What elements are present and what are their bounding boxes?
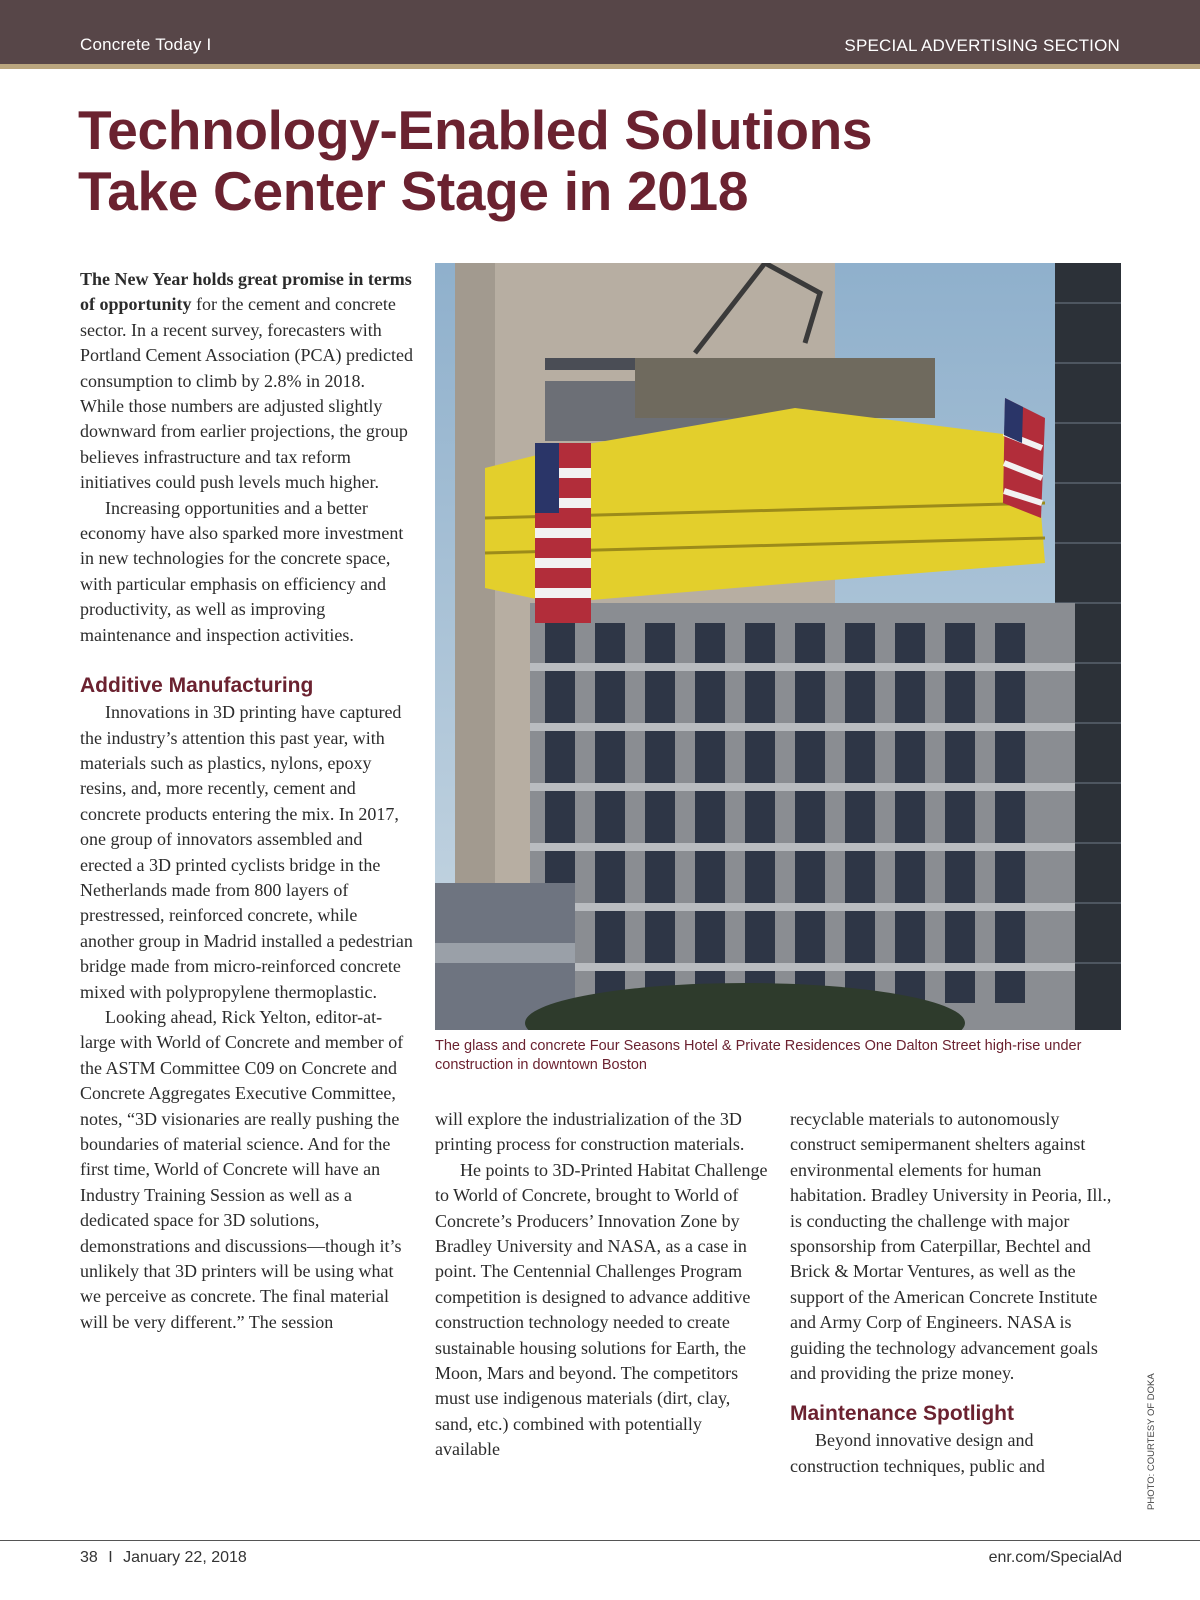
- paragraph: Increasing opportunities and a better economy have also sparked more investment in new technologies for the concrete space, with particular emphasis on efficiency and productivity, as well as improving maintenance and inspection activities.: [80, 497, 404, 645]
- section-label: SPECIAL ADVERTISING SECTION: [844, 36, 1120, 55]
- title-line-2: Take Center Stage in 2018: [78, 160, 749, 222]
- footer-folio: [80, 1549, 247, 1567]
- building-photo: [435, 263, 1121, 1030]
- photo-caption: The glass and concrete Four Seasons Hotel & Private Residences One Dalton Street high-rise under construction in downtown Boston: [435, 1038, 1082, 1073]
- article-column-2: [435, 1107, 770, 1463]
- subheading-maintenance-spotlight: Maintenance Spotlight: [790, 1402, 1015, 1426]
- paragraph: Beyond innovative design and construction techniques, public and: [790, 1430, 1045, 1476]
- paragraph: Innovations in 3D printing have captured the industry’s attention this past year, with materials such as plastics, nylons, epoxy resins, and, more recently, cement and concrete products entering the mix. In 2017, one group of innovators assembled and erected a 3D printed cyclists bridge in the Netherlands made from 800 layers of prestressed, reinforced concrete, while another group in Madrid installed a pedestrian bridge made from micro-reinforced concrete mixed with polypropylene thermoplastic.: [80, 702, 413, 1002]
- article-column-3: [790, 1107, 1120, 1479]
- page-number: 38: [80, 1549, 98, 1566]
- lead-bold-text: The New Year holds great promise in terms of opportunity: [80, 269, 412, 315]
- lead-paragraph: [80, 267, 413, 496]
- title-line-1: Technology-Enabled Solutions: [78, 99, 873, 161]
- paragraph: Looking ahead, Rick Yelton, editor-at-large with World of Concrete and member of the ASTM Committee C09 on Concrete and Concrete Aggregates Executive Committee, notes, “3D visionaries are really pushing the boundaries of material science. And for the first time, World of Concrete will have an Industry Training Session as well as a dedicated space for 3D solutions, demonstrations and discussions—though it’s unlikely that 3D printers will be using what we perceive as concrete. The final material will be very different.” The session: [80, 1006, 404, 1332]
- publication-name: Concrete Today I: [80, 35, 212, 54]
- paragraph: recyclable materials to autonomously construct semipermanent shelters against environmental elements for human habitation. Bradley University in Peoria, Ill., is conducting the challenge with major sponsorship from Caterpillar, Bechtel and Brick & Mortar Ventures, as well as the support of the American Concrete Institute and Army Corp of Engineers. NASA is guiding the technology advancement goals and providing the prize money.: [790, 1109, 1112, 1384]
- footer-url[interactable]: enr.com/SpecialAd: [988, 1549, 1122, 1566]
- construction-site-illustration: [435, 263, 1121, 1030]
- folio-separator: I: [108, 1549, 113, 1566]
- header-bar: [0, 0, 1200, 64]
- photo-credit: PHOTO: COURTESY OF DOKA: [1146, 1373, 1157, 1510]
- issue-date: January 22, 2018: [123, 1549, 247, 1566]
- article-column-1: [80, 267, 413, 1335]
- header-divider: [0, 64, 1200, 69]
- footer-divider: [0, 1540, 1200, 1541]
- article-title: [78, 100, 1078, 222]
- subheading-additive-manufacturing: Additive Manufacturing: [80, 674, 314, 698]
- paragraph: will explore the industrialization of the 3D printing process for construction materials.: [435, 1109, 745, 1155]
- paragraph: He points to 3D-Printed Habitat Challenge to World of Concrete, brought to World of Concrete’s Producers’ Innovation Zone by Bradley University and NASA, as a case in point. The Centennial Challenges Program competition is designed to advance additive construction technology needed to create sustainable housing solutions for Earth, the Moon, Mars and beyond. The competitors must use indigenous materials (dirt, clay, sand, etc.) combined with potentially available: [435, 1159, 768, 1460]
- lead-text: for the cement and concrete sector. In a recent survey, forecasters with Portland Cement Association (PCA) predicted consumption to climb by 2.8% in 2018. While those numbers are adjusted slightly downward from earlier projections, the group believes infrastructure and tax reform initiatives could push levels much higher.: [80, 294, 413, 493]
